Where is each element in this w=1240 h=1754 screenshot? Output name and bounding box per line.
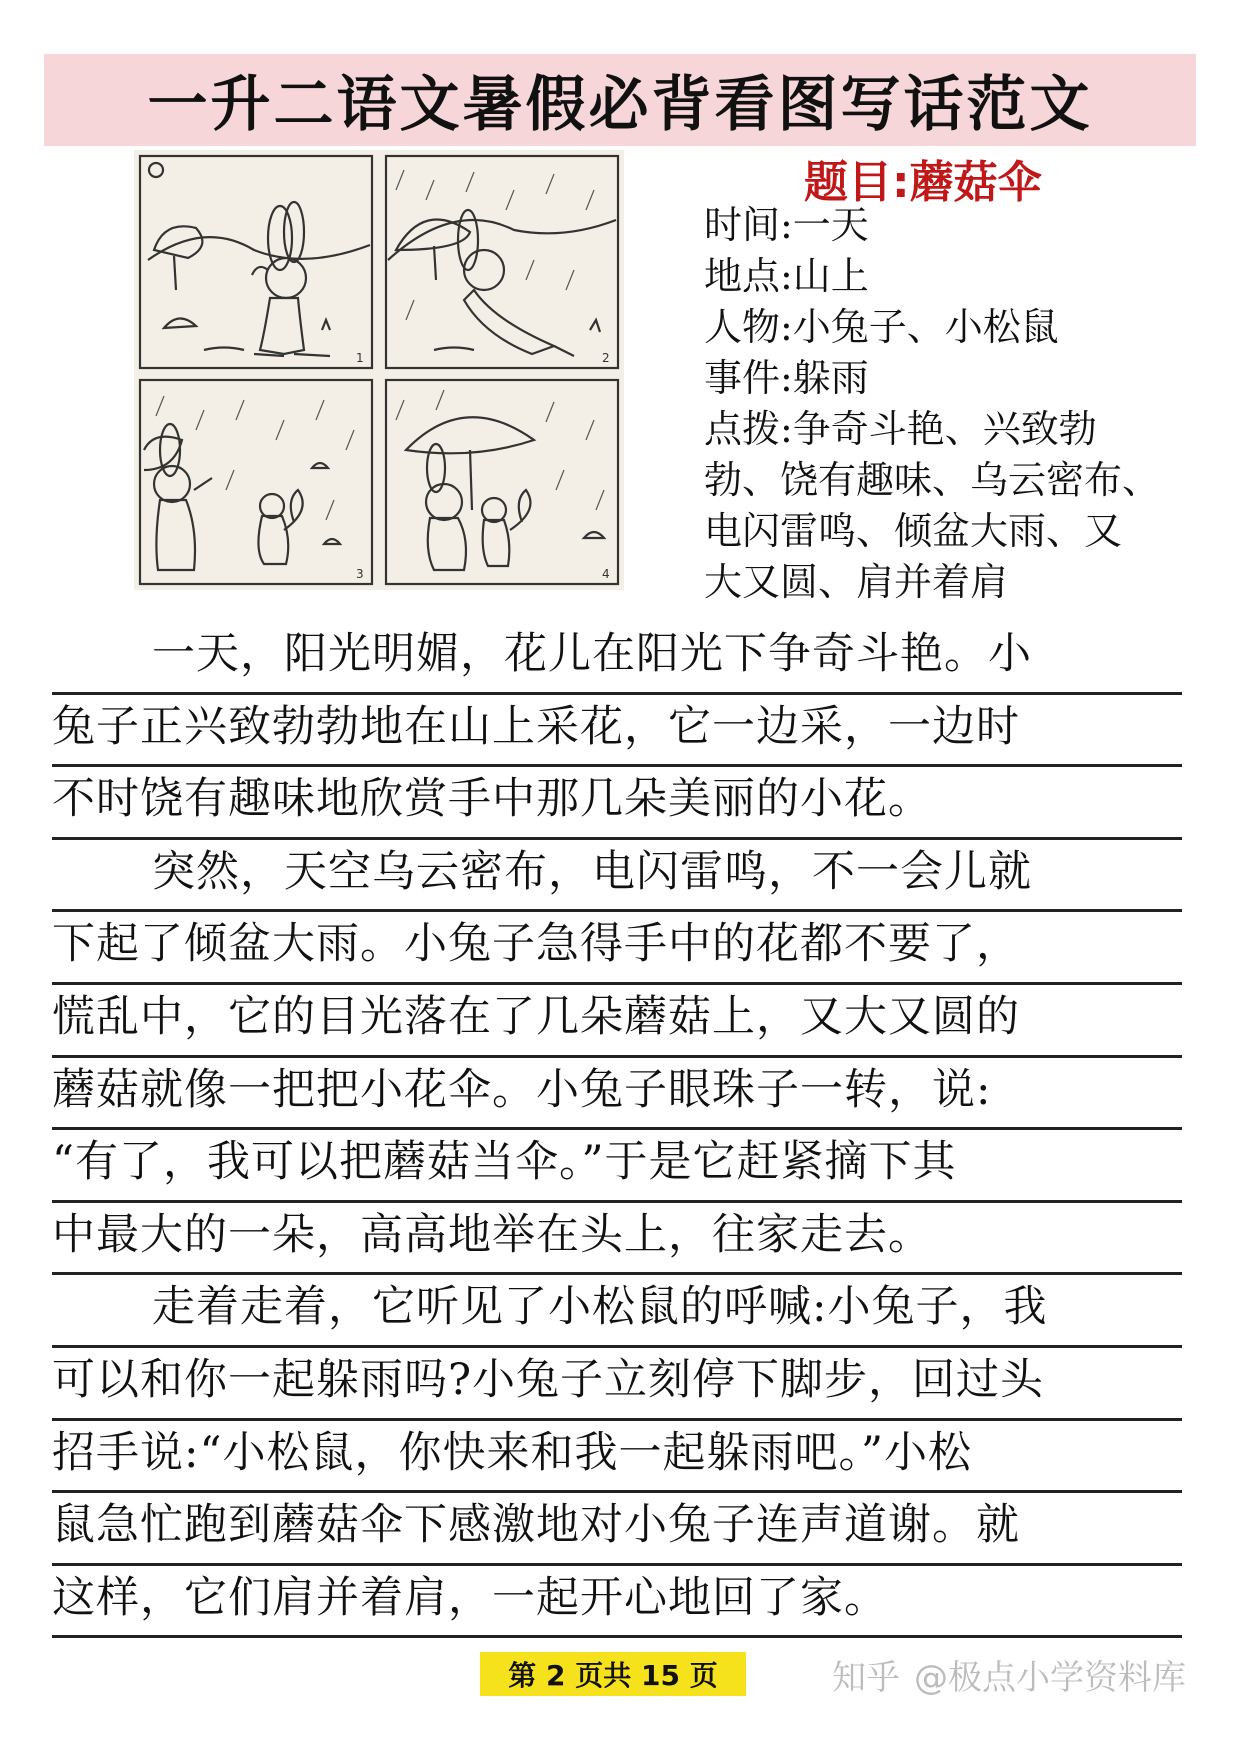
info-tips-line: 勃、饶有趣味、乌云密布、 bbox=[704, 458, 1161, 502]
comic-illustration bbox=[134, 150, 624, 590]
comic-panel-4 bbox=[386, 380, 618, 584]
comic-drawing bbox=[134, 150, 624, 590]
info-tips-line: 电闪雷鸣、倾盆大雨、又 bbox=[704, 509, 1123, 553]
info-event: 事件:躲雨 bbox=[704, 356, 869, 400]
essay-line: 这样，它们肩并着肩，一起开心地回了家。 bbox=[52, 1566, 1182, 1639]
zhihu-logo: 知乎 bbox=[832, 1657, 900, 1698]
comic-panel-number: 1 bbox=[356, 351, 364, 365]
essay-line: 不时饶有趣味地欣赏手中那几朵美丽的小花。 bbox=[52, 767, 1182, 840]
topic-heading: 题目:蘑菇伞 bbox=[804, 157, 1042, 208]
essay-line: 兔子正兴致勃勃地在山上采花，它一边采，一边时 bbox=[52, 695, 1182, 768]
essay-line: 蘑菇就像一把把小花伞。小兔子眼珠子一转，说: bbox=[52, 1058, 1182, 1131]
info-place: 地点:山上 bbox=[704, 254, 869, 298]
title-banner bbox=[44, 54, 1196, 146]
comic-panel-number: 4 bbox=[602, 567, 610, 581]
info-time: 时间:一天 bbox=[704, 203, 869, 247]
essay-line: 鼠急忙跑到蘑菇伞下感激地对小兔子连声道谢。就 bbox=[52, 1493, 1182, 1566]
story-info bbox=[704, 200, 1194, 608]
essay-line: 可以和你一起躲雨吗?小兔子立刻停下脚步，回过头 bbox=[52, 1348, 1182, 1421]
essay-line: 慌乱中，它的目光落在了几朵蘑菇上，又大又圆的 bbox=[52, 985, 1182, 1058]
essay-line: 走着走着，它听见了小松鼠的呼喊:小兔子，我 bbox=[52, 1275, 1182, 1348]
info-tips-line: 大又圆、肩并着肩 bbox=[704, 560, 1009, 604]
watermark-text: @极点小学资料库 bbox=[914, 1657, 1186, 1698]
essay-line: 招手说:“小松鼠，你快来和我一起躲雨吧。”小松 bbox=[52, 1421, 1182, 1494]
essay-body bbox=[52, 622, 1182, 1638]
comic-panel-number: 3 bbox=[356, 567, 364, 581]
watermark bbox=[832, 1652, 1186, 1696]
page-title: 一升二语文暑假必背看图写话范文 bbox=[147, 70, 1093, 140]
comic-panel-number: 2 bbox=[602, 351, 610, 365]
comic-panel-3 bbox=[140, 380, 372, 584]
essay-line: 突然，天空乌云密布，电闪雷鸣，不一会儿就 bbox=[52, 840, 1182, 913]
essay-line: “有了，我可以把蘑菇当伞。”于是它赶紧摘下其 bbox=[52, 1130, 1182, 1203]
page-number-label: 第 2 页共 15 页 bbox=[480, 1652, 746, 1696]
essay-line: 中最大的一朵，高高地举在头上，往家走去。 bbox=[52, 1203, 1182, 1276]
essay-line: 下起了倾盆大雨。小兔子急得手中的花都不要了， bbox=[52, 912, 1182, 985]
essay-line: 一天，阳光明媚，花儿在阳光下争奇斗艳。小 bbox=[52, 622, 1182, 695]
info-tips-line: 点拨:争奇斗艳、兴致勃 bbox=[704, 407, 1097, 451]
info-characters: 人物:小兔子、小松鼠 bbox=[704, 305, 1059, 349]
